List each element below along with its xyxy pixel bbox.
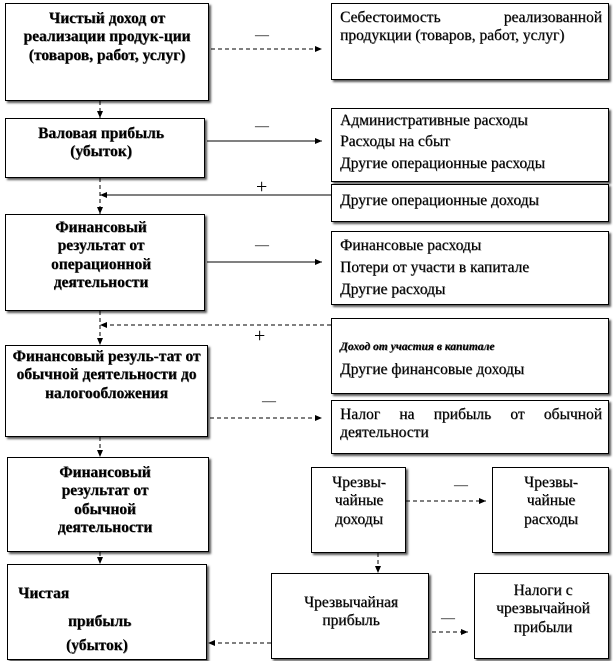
plus-sign-1: + bbox=[256, 176, 268, 198]
minus-sign-3: — bbox=[255, 238, 269, 253]
minus-sign-4: — bbox=[262, 394, 276, 409]
extra-expenses-box bbox=[492, 467, 609, 553]
extra-income-box bbox=[311, 467, 406, 553]
other-op-expenses-label: Другие операционные расходы bbox=[340, 155, 545, 172]
minus-sign-1: — bbox=[255, 28, 269, 43]
equity-losses-label: Потери от участи в капитале bbox=[340, 259, 530, 276]
financial-income-box bbox=[331, 318, 609, 394]
pretax-result-box bbox=[5, 345, 208, 437]
other-op-income-label: Другие операционные доходы bbox=[340, 192, 539, 209]
extra-taxes-label: Налоги с чрезвычайной прибыли bbox=[496, 582, 590, 636]
minus-sign-5: — bbox=[454, 478, 468, 493]
admin-expenses-label: Административные расходы bbox=[340, 112, 528, 129]
extra-taxes-box bbox=[474, 573, 609, 659]
extra-profit-label: Чрезвычайная прибыль bbox=[303, 594, 399, 630]
net-profit-line-3: (убыток) bbox=[66, 637, 128, 654]
ordinary-result-label: Финансовый результат от обычной деятельности bbox=[57, 464, 153, 536]
ordinary-result-box bbox=[7, 457, 209, 552]
income-tax-label: Налог на прибыль от обычной деятельности bbox=[340, 406, 602, 442]
extra-expenses-label: Чрезвы-чайные расходы bbox=[523, 474, 579, 528]
net-profit-box bbox=[7, 564, 207, 660]
minus-sign-2: — bbox=[255, 119, 269, 134]
net-income-label: Чистый доход от реализации продук-ции (товаров, работ, услуг) bbox=[23, 10, 191, 64]
financial-expenses-label: Финансовые расходы bbox=[340, 237, 482, 254]
pretax-result-label: Финансовый резуль-тат от обычной деятельности до налогообложения bbox=[12, 348, 201, 402]
expenses-1-box bbox=[331, 108, 609, 182]
other-op-income-box bbox=[331, 184, 609, 222]
other-expenses-label: Другие расходы bbox=[340, 281, 446, 298]
net-income-box bbox=[5, 3, 209, 101]
cost-of-sales-label: Себестоимость реализованной продукции (товаров, работ, услуг) bbox=[340, 9, 602, 45]
gross-profit-box bbox=[5, 118, 205, 178]
extra-income-label: Чрезвы-чайные доходы bbox=[332, 474, 386, 528]
equity-income-label: Доход от участия в капитале bbox=[340, 341, 495, 353]
other-financial-income-label: Другие финансовые доходы bbox=[340, 361, 525, 378]
extra-profit-box bbox=[271, 573, 429, 659]
operating-result-label: Финансовый результат от операционной деятельности bbox=[50, 219, 152, 291]
plus-sign-2: + bbox=[254, 325, 266, 347]
income-tax-box bbox=[331, 400, 609, 454]
operating-result-box bbox=[5, 214, 205, 311]
minus-sign-6: — bbox=[441, 611, 455, 626]
gross-profit-label: Валовая прибыль (убыток) bbox=[38, 125, 164, 161]
cost-of-sales-box bbox=[331, 3, 609, 80]
net-profit-line-2: прибыль bbox=[68, 613, 132, 630]
net-profit-line-1: Чистая bbox=[18, 585, 70, 602]
expenses-2-box bbox=[331, 231, 609, 305]
selling-expenses-label: Расходы на сбыт bbox=[340, 133, 451, 150]
